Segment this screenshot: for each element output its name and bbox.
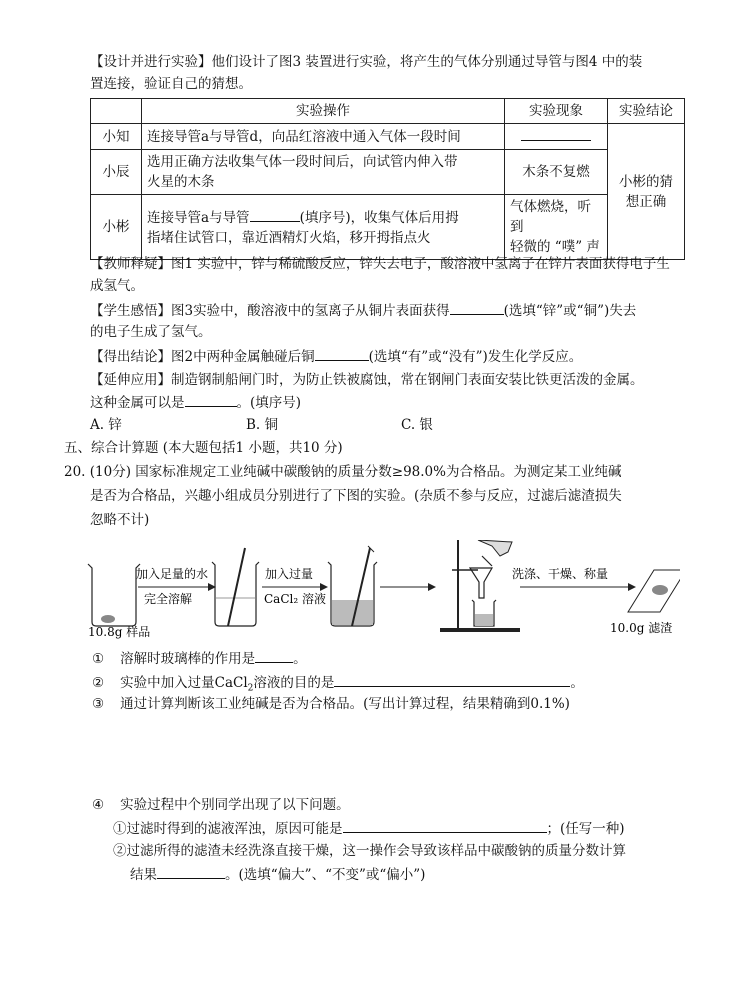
row-phenomenon: 木条不复燃: [505, 150, 608, 195]
subq-3-text: 通过计算判断该工业纯碱是否为合格品。(写出计算过程，结果精确到0.1%): [120, 696, 570, 712]
problem-1: [113, 818, 625, 839]
experiment-figure: [80, 540, 680, 640]
subq-2-end: 。: [570, 675, 584, 691]
conclusion-text-b: (选填“有”或“没有”)发生化学反应。: [368, 349, 583, 365]
table-header-conclusion: 实验结论: [608, 99, 685, 124]
row-operation-line-1: [147, 207, 499, 228]
extend-text-b: 。(填序号): [236, 395, 302, 411]
student-line-1: [90, 300, 636, 321]
table-row: [91, 124, 685, 150]
subq-1-end: 。: [293, 651, 307, 667]
answer-blank[interactable]: [255, 648, 293, 663]
subq-3: [92, 694, 570, 714]
option-c: C. 银: [401, 417, 433, 433]
problem-2-text: 结果: [130, 867, 157, 883]
student-text-a: 【学生感悟】图3实验中，酸溶液中的氢离子从铜片表面获得: [90, 303, 450, 319]
row-name: 小辰: [91, 150, 142, 195]
student-line-2: 的电子生成了氢气。: [90, 324, 212, 340]
subq-number: ②: [92, 675, 105, 691]
answer-blank[interactable]: [250, 207, 300, 222]
answer-blank[interactable]: [157, 864, 225, 879]
table-header-empty: [91, 99, 142, 124]
conclusion-line-1: 小彬的猜: [619, 173, 673, 190]
row-operation: [142, 150, 505, 195]
q20-line-3: 忽略不计): [90, 512, 150, 528]
teacher-line-2: 成氢气。: [90, 278, 144, 294]
option-b: B. 铜: [246, 417, 279, 433]
teacher-line-1: 【教师释疑】图1 实验中，锌与稀硫酸反应，锌失去电子，酸溶液中氢离子在锌片表面获得电子生: [90, 256, 670, 272]
row-operation-line-2: 火星的木条: [147, 174, 215, 190]
problem-2-line-2: [130, 864, 425, 885]
conclusion-line: [90, 346, 582, 367]
row-name: 小知: [91, 124, 142, 150]
option-a: A. 锌: [90, 417, 122, 433]
design-line-2: 置连接，验证自己的猜想。: [90, 76, 252, 92]
arrow-4-icon: [520, 583, 636, 591]
sample-label: 10.8g 样品: [88, 625, 151, 639]
residue-label: 10.0g 滤渣: [610, 621, 673, 635]
q20-line-2: 是否为合格品，兴趣小组成员分别进行了下图的实验。(杂质不参与反应，过滤后滤渣损失: [90, 488, 622, 504]
subq-number: ①: [92, 651, 105, 667]
answer-blank[interactable]: [185, 392, 237, 407]
phenomenon-line-1: 气体燃烧，听到: [510, 199, 591, 235]
step-2-label-b: CaCl₂ 溶液: [264, 592, 326, 606]
table-row: [91, 195, 685, 260]
filter-paper-residue-icon: [628, 570, 680, 612]
extend-line-1: 【延伸应用】制造钢制船闸门时，为防止铁被腐蚀，常在钢闸门表面安装比铁更活泼的金属。: [90, 372, 644, 388]
subq-2-subscript: 2: [247, 683, 254, 694]
table-header-row: [91, 99, 685, 124]
beaker-sample-icon: [88, 564, 140, 626]
row-name: 小彬: [91, 195, 142, 260]
subq-number: ③: [92, 696, 105, 712]
step-2-label-a: 加入过量: [265, 567, 314, 581]
subq-2-text-a: 实验中加入过量CaCl: [120, 675, 248, 691]
table-header-phenomenon: 实验现象: [505, 99, 608, 124]
answer-blank[interactable]: [343, 818, 547, 833]
row-operation-line-1: 选用正确方法收集气体一段时间后，向试管内伸入带: [147, 154, 458, 170]
problem-1-end: ；(任写一种): [546, 821, 625, 837]
filtration-stand-icon: [440, 540, 520, 632]
extend-text-a: 这种金属可以是: [90, 395, 185, 411]
table-row: [91, 150, 685, 195]
problem-2-end: 。(选填“偏大”、“不变”或“偏小”): [225, 867, 426, 883]
row-operation: 连接导管a与导管d，向品红溶液中通入气体一段时间: [142, 124, 505, 150]
row-phenomenon: [505, 195, 608, 260]
subq-2-text-b: 溶液的目的是: [253, 675, 335, 691]
row-conclusion: [608, 124, 685, 260]
row-operation-line-2: 指堵住试管口，靠近酒精灯火焰，移开拇指点火: [147, 229, 431, 246]
subq-1: [92, 648, 307, 669]
design-line-1: 【设计并进行实验】他们设计了图3 装置进行实验，将产生的气体分别通过导管与图4 中的装: [90, 54, 643, 70]
q20-line-1: 20. (10分) 国家标准规定工业纯碱中碳酸钠的质量分数≥98.0%为合格品。为测定某工业纯碱: [64, 464, 622, 480]
answer-blank[interactable]: [315, 346, 369, 361]
beaker-reaction-icon: [328, 546, 377, 626]
subq-1-text: 溶解时玻璃棒的作用是: [120, 651, 256, 667]
conclusion-line-2: 想正确: [625, 193, 667, 210]
extend-line-2: [90, 392, 301, 413]
problem-2: ②过滤所得的滤渣未经洗涤直接干燥，这一操作会导致该样品中碳酸钠的质量分数计算: [113, 843, 626, 859]
student-text-b: (选填“锌”或“铜”)失去: [503, 303, 637, 319]
section-5-heading: 五、综合计算题 (本大题包括1 小题，共10 分): [64, 440, 343, 456]
problem-1-text: ①过滤时得到的滤液浑浊，原因可能是: [113, 821, 343, 837]
subq-number: ④: [92, 797, 105, 813]
conclusion-text-a: 【得出结论】图2中两种金属触碰后铜: [90, 349, 315, 365]
subq-4-text: 实验过程中个别同学出现了以下问题。: [120, 797, 350, 813]
arrow-3-icon: [380, 583, 436, 591]
step-1-label-a: 加入足量的水: [136, 567, 209, 581]
subq-4: [92, 795, 350, 815]
step-3-label: 洗涤、干燥、称量: [512, 567, 609, 581]
arrow-1-icon: [138, 583, 216, 591]
op-text-b: (填序号)，收集气体后用拇: [299, 209, 459, 226]
answer-blank[interactable]: [450, 300, 504, 315]
row-phenomenon-blank: [505, 124, 608, 150]
step-1-label-b: 完全溶解: [144, 592, 193, 606]
op-text-a: 连接导管a与导管: [147, 209, 250, 226]
arrow-2-icon: [262, 583, 328, 591]
row-operation: [142, 195, 505, 260]
beaker-stirring-icon: [212, 548, 259, 626]
table-header-operation: 实验操作: [142, 99, 505, 124]
experiment-table: [90, 98, 685, 260]
phenomenon-line-2: 轻微的 “噗” 声: [510, 239, 600, 255]
answer-blank[interactable]: [334, 672, 570, 687]
